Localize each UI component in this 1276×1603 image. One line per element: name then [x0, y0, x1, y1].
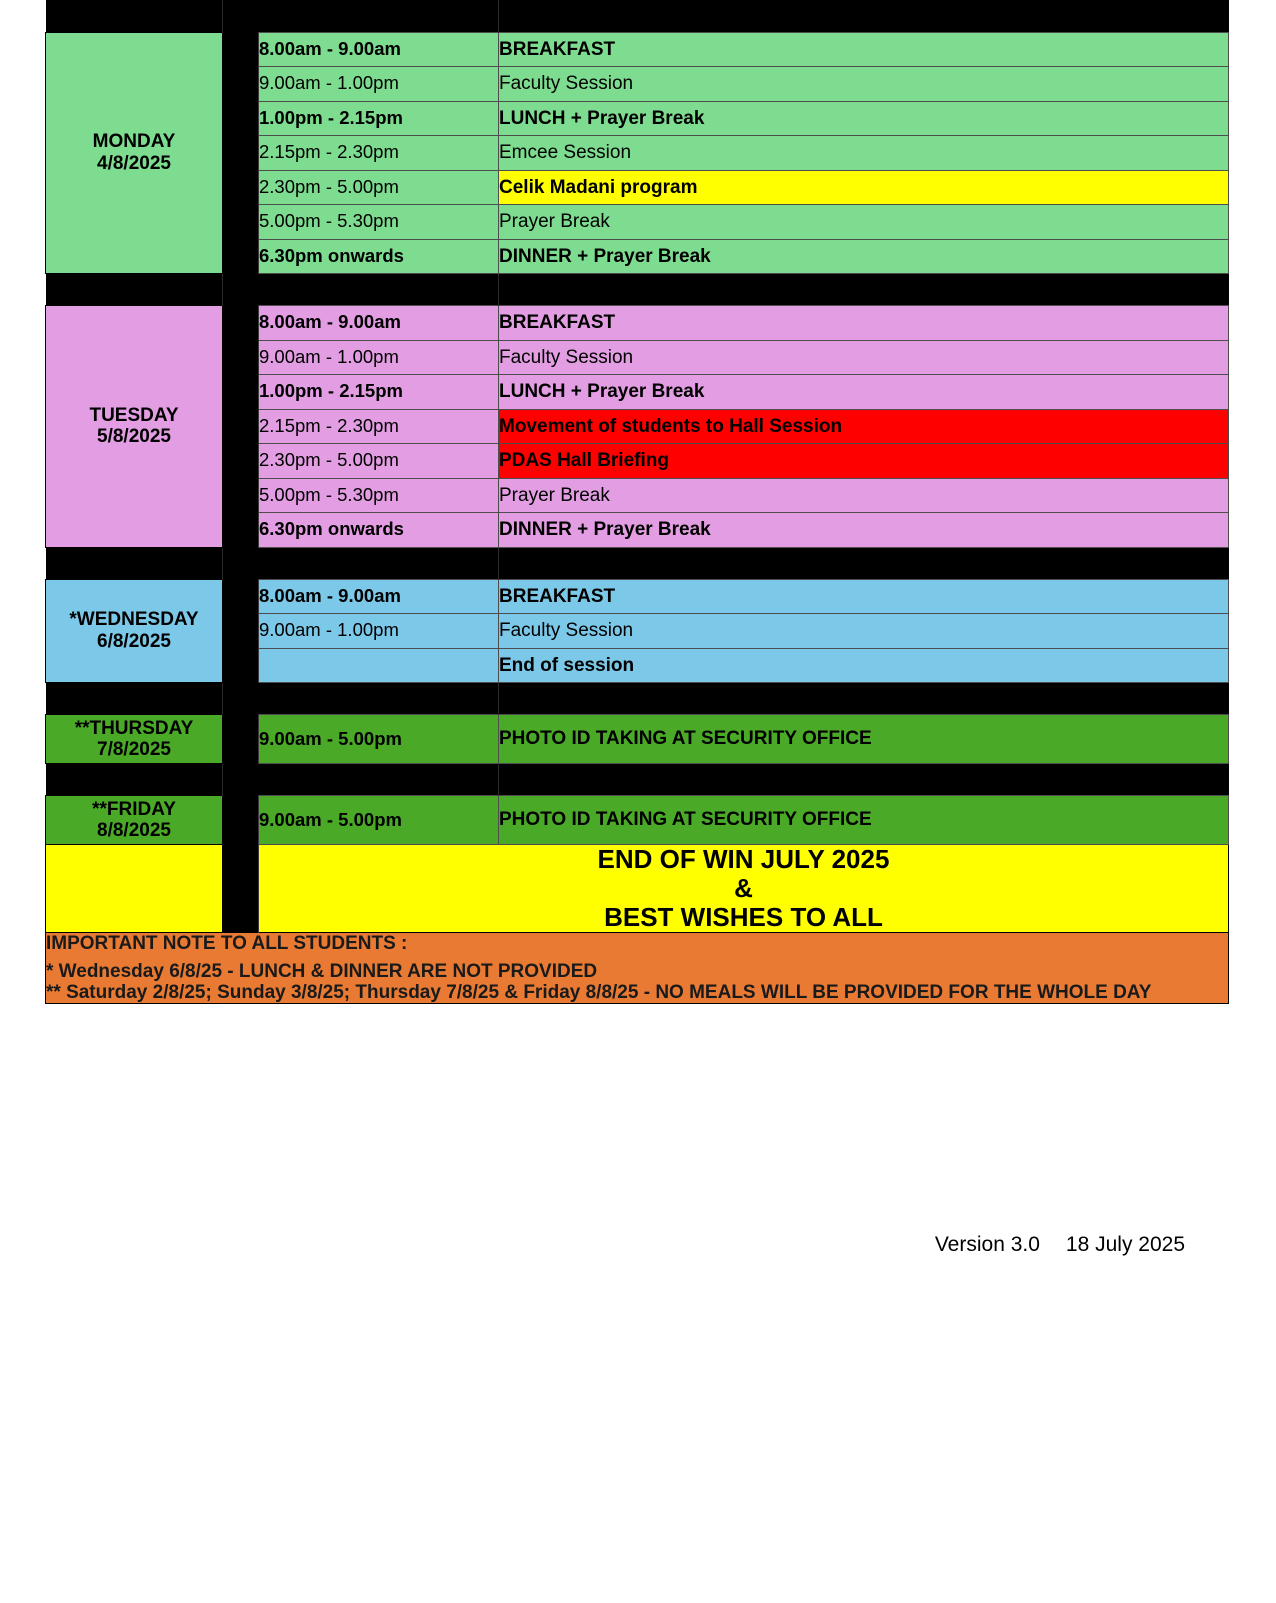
row-gutter	[223, 614, 259, 649]
banner-line1: END OF WIN JULY 2025	[597, 844, 890, 874]
activity-cell: Faculty Session	[499, 340, 1229, 375]
time-cell: 5.00pm - 5.30pm	[259, 478, 499, 513]
schedule-row	[46, 170, 1229, 205]
schedule-row	[46, 239, 1229, 274]
activity-cell: LUNCH + Prayer Break	[499, 101, 1229, 136]
activity-cell: LUNCH + Prayer Break	[499, 375, 1229, 410]
day-name: MONDAY	[92, 131, 176, 153]
activity-cell: BREAKFAST	[499, 32, 1229, 67]
row-gutter	[223, 205, 259, 240]
schedule-row	[46, 32, 1229, 67]
banner-gutter	[223, 845, 259, 933]
day-label-tuesday	[46, 306, 223, 548]
time-cell: 8.00am - 9.00am	[259, 579, 499, 614]
day-date: 8/8/2025	[97, 820, 171, 841]
note-line2: ** Saturday 2/8/25; Sunday 3/8/25; Thursday 7/8/25 & Friday 8/8/25 - NO MEALS WILL BE PROVIDED FOR THE WHOLE DAY	[46, 981, 1152, 1003]
time-cell: 1.00pm - 2.15pm	[259, 375, 499, 410]
time-cell: 9.00am - 1.00pm	[259, 340, 499, 375]
time-cell: 9.00am - 5.00pm	[259, 715, 499, 764]
important-note-block	[46, 933, 1229, 1004]
schedule-row	[46, 340, 1229, 375]
important-note-row	[46, 933, 1229, 1004]
weekly-schedule-table	[45, 0, 1229, 1004]
time-cell: 6.30pm onwards	[259, 239, 499, 274]
schedule-row	[46, 513, 1229, 548]
schedule-row	[46, 409, 1229, 444]
activity-cell: Faculty Session	[499, 67, 1229, 102]
row-gutter	[223, 67, 259, 102]
closing-banner-row	[46, 845, 1229, 933]
activity-cell: DINNER + Prayer Break	[499, 239, 1229, 274]
row-gutter	[223, 170, 259, 205]
schedule-row	[46, 478, 1229, 513]
time-cell: 9.00am - 1.00pm	[259, 67, 499, 102]
black-separator-row	[46, 0, 1229, 32]
row-gutter	[223, 444, 259, 479]
time-cell: 6.30pm onwards	[259, 513, 499, 548]
time-cell: 9.00am - 5.00pm	[259, 796, 499, 845]
activity-cell: End of session	[499, 648, 1229, 683]
activity-cell: Prayer Break	[499, 205, 1229, 240]
day-label-friday	[46, 796, 223, 845]
banner-line3: BEST WISHES TO ALL	[604, 902, 883, 933]
version-date: 18 July 2025	[1065, 1233, 1185, 1256]
activity-cell: BREAKFAST	[499, 306, 1229, 341]
time-cell: 2.15pm - 2.30pm	[259, 409, 499, 444]
schedule-row	[46, 796, 1229, 845]
activity-cell: PHOTO ID TAKING AT SECURITY OFFICE	[499, 796, 1229, 845]
note-line1: * Wednesday 6/8/25 - LUNCH & DINNER ARE NOT PROVIDED	[46, 960, 598, 982]
day-label-thursday	[46, 715, 223, 764]
note-heading: IMPORTANT NOTE TO ALL STUDENTS :	[46, 933, 408, 955]
row-gutter	[223, 648, 259, 683]
black-separator-row	[46, 764, 1229, 796]
schedule-row	[46, 205, 1229, 240]
schedule-row	[46, 715, 1229, 764]
schedule-row	[46, 375, 1229, 410]
row-gutter	[223, 375, 259, 410]
row-gutter	[223, 796, 259, 845]
row-gutter	[223, 478, 259, 513]
time-cell: 5.00pm - 5.30pm	[259, 205, 499, 240]
activity-cell: Movement of students to Hall Session	[499, 409, 1229, 444]
version-label: Version 3.0	[934, 1233, 1040, 1256]
activity-cell: Celik Madani program	[499, 170, 1229, 205]
activity-cell: PDAS Hall Briefing	[499, 444, 1229, 479]
activity-cell: Emcee Session	[499, 136, 1229, 171]
activity-cell: Faculty Session	[499, 614, 1229, 649]
row-gutter	[223, 715, 259, 764]
day-date: 5/8/2025	[97, 426, 171, 448]
time-cell: 8.00am - 9.00am	[259, 306, 499, 341]
schedule-row	[46, 648, 1229, 683]
schedule-row	[46, 67, 1229, 102]
activity-cell: BREAKFAST	[499, 579, 1229, 614]
day-label-monday	[46, 32, 223, 274]
schedule-row	[46, 614, 1229, 649]
row-gutter	[223, 340, 259, 375]
day-date: 4/8/2025	[97, 152, 171, 174]
black-separator-row	[46, 274, 1229, 306]
time-cell: 9.00am - 1.00pm	[259, 614, 499, 649]
schedule-row	[46, 101, 1229, 136]
day-name: **FRIDAY	[92, 798, 176, 820]
day-date: 6/8/2025	[97, 630, 171, 652]
row-gutter	[223, 136, 259, 171]
day-name: *WEDNESDAY	[69, 609, 199, 631]
row-gutter	[223, 101, 259, 136]
banner-line2: &	[734, 873, 753, 904]
time-cell: 1.00pm - 2.15pm	[259, 101, 499, 136]
time-cell: 8.00am - 9.00am	[259, 32, 499, 67]
version-footer	[45, 1233, 1185, 1257]
day-date: 7/8/2025	[97, 739, 171, 760]
row-gutter	[223, 306, 259, 341]
schedule-row	[46, 579, 1229, 614]
row-gutter	[223, 32, 259, 67]
black-separator-row	[46, 683, 1229, 715]
day-label-wednesday	[46, 579, 223, 683]
day-name: **THURSDAY	[74, 717, 194, 739]
row-gutter	[223, 239, 259, 274]
schedule-row	[46, 444, 1229, 479]
activity-cell: DINNER + Prayer Break	[499, 513, 1229, 548]
row-gutter	[223, 513, 259, 548]
schedule-row	[46, 136, 1229, 171]
activity-cell: Prayer Break	[499, 478, 1229, 513]
row-gutter	[223, 409, 259, 444]
banner-left-blank	[46, 845, 223, 933]
day-name: TUESDAY	[89, 404, 179, 426]
closing-banner	[259, 845, 1229, 933]
black-separator-row	[46, 547, 1229, 579]
schedule-row	[46, 306, 1229, 341]
time-cell	[259, 648, 499, 683]
time-cell: 2.15pm - 2.30pm	[259, 136, 499, 171]
time-cell: 2.30pm - 5.00pm	[259, 444, 499, 479]
row-gutter	[223, 579, 259, 614]
activity-cell: PHOTO ID TAKING AT SECURITY OFFICE	[499, 715, 1229, 764]
time-cell: 2.30pm - 5.00pm	[259, 170, 499, 205]
